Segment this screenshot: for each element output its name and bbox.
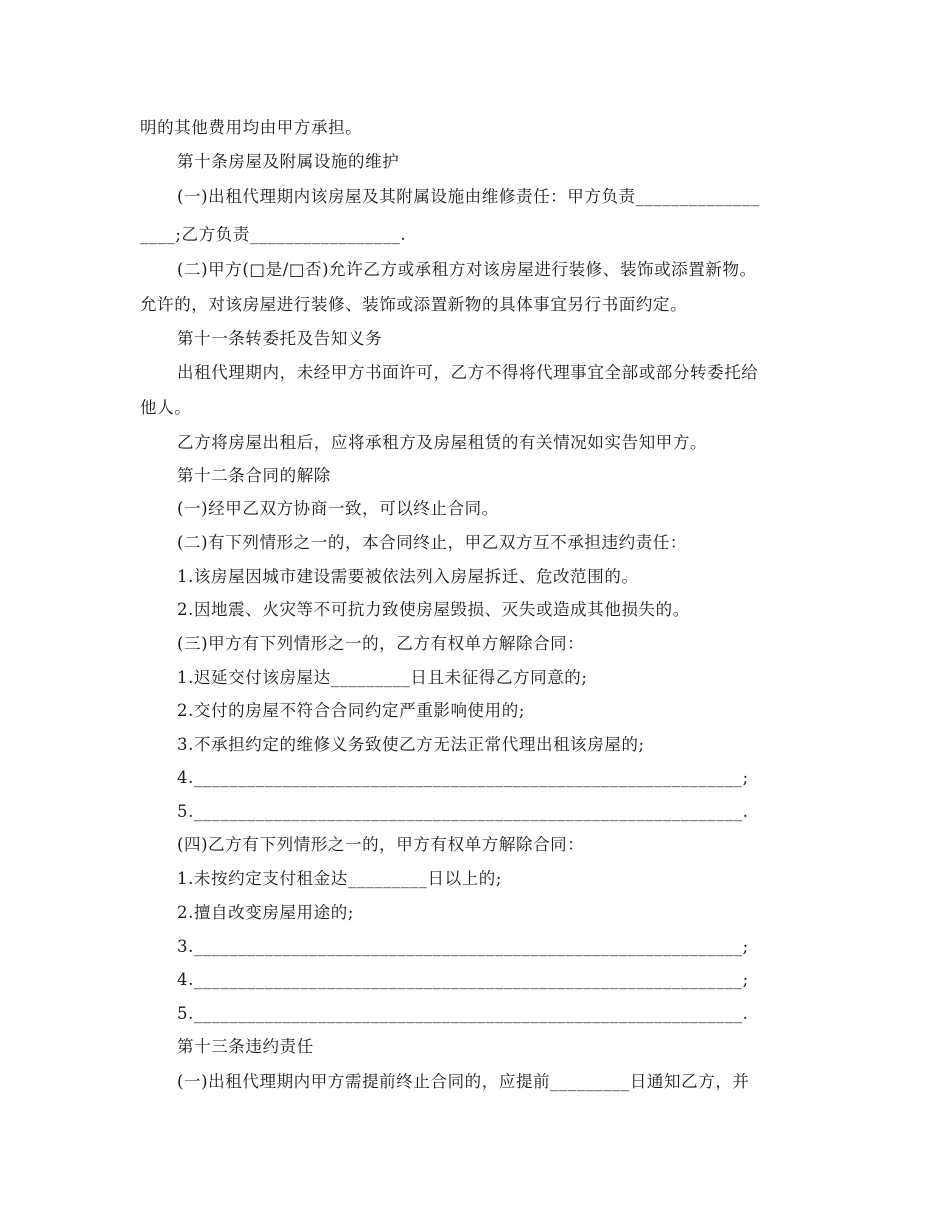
blank-line-item: 4.______________________________________________________________;	[177, 970, 749, 989]
text-line: 1.迟延交付该房屋达_________日且未征得乙方同意的;	[177, 668, 588, 687]
text-line: (一)出租代理期内甲方需提前终止合同的，应提前_________日通知乙方，并	[177, 1072, 750, 1091]
text-line: 2.因地震、火灾等不可抗力致使房屋毁损、灭失或造成其他损失的。	[177, 600, 690, 619]
text-line: 他人。	[140, 398, 192, 417]
text-line: 允许的，对该房屋进行装修、装饰或添置新物的具体事宜另行书面约定。	[140, 295, 688, 314]
text-line: 1.该房屋因城市建设需要被依法列入房屋拆迁、危改范围的。	[177, 567, 639, 586]
text-line: (二)甲方(□是/□否)允许乙方或承租方对该房屋进行装修、装饰或添置新物。	[177, 260, 757, 279]
blank-line-item: 4.______________________________________________________________;	[177, 768, 749, 787]
section-heading: 第十条房屋及附属设施的维护	[177, 152, 400, 171]
blank-line-item: 5.______________________________________________________________.	[177, 1004, 749, 1023]
section-heading: 第十三条违约责任	[177, 1037, 314, 1056]
text-line: (一)出租代理期内该房屋及其附属设施由维修责任：甲方负责______________	[177, 187, 760, 206]
text-line: (二)有下列情形之一的，本合同终止，甲乙双方互不承担违约责任：	[177, 533, 687, 552]
text-line: 明的其他费用均由甲方承担。	[140, 118, 363, 137]
text-line: 2.交付的房屋不符合合同约定严重影响使用的;	[177, 701, 526, 720]
section-heading: 第十二条合同的解除	[177, 466, 331, 485]
text-line: 3.不承担约定的维修义务致使乙方无法正常代理出租该房屋的;	[177, 735, 645, 754]
text-line: 1.未按约定支付租金达_________日以上的;	[177, 869, 503, 888]
section-heading: 第十一条转委托及告知义务	[177, 329, 383, 348]
text-line: (一)经甲乙双方协商一致，可以终止合同。	[177, 499, 499, 518]
text-line: (三)甲方有下列情形之一的，乙方有权单方解除合同：	[177, 634, 585, 653]
text-line: 出租代理期内，未经甲方书面许可，乙方不得将代理事宜全部或部分转委托给	[177, 363, 759, 382]
text-line: 乙方将房屋出租后，应将承租方及房屋租赁的有关情况如实告知甲方。	[177, 433, 708, 452]
text-line: 2.擅自改变房屋用途的;	[177, 903, 355, 922]
text-line: ____;乙方负责_________________.	[140, 225, 407, 244]
text-line: (四)乙方有下列情形之一的，甲方有权单方解除合同：	[177, 835, 585, 854]
blank-line-item: 5.______________________________________________________________.	[177, 802, 749, 821]
blank-line-item: 3.______________________________________________________________;	[177, 937, 749, 956]
